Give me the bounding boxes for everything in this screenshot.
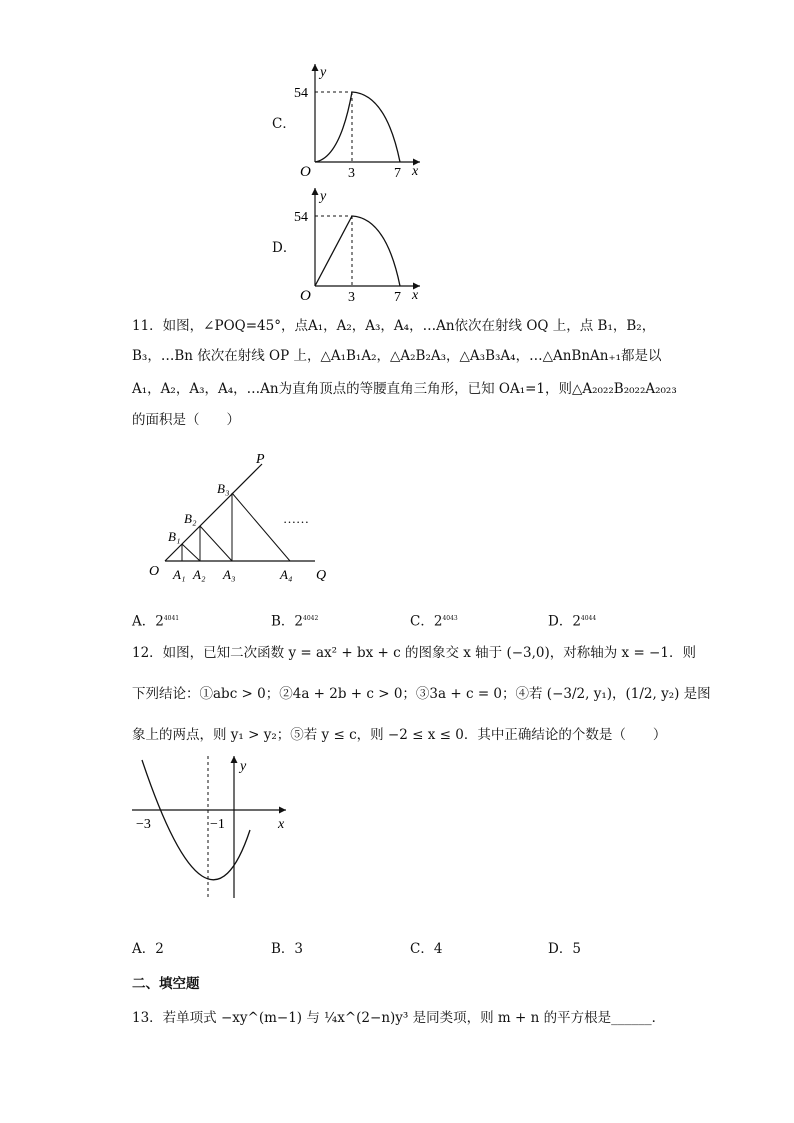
label-p: P — [256, 452, 265, 467]
curve-rise — [315, 92, 352, 162]
label-a2: A₂ — [193, 567, 206, 582]
q12-option-c — [410, 939, 442, 959]
q11-line2: B₃，…Bn 依次在射线 OP 上，△A₁B₁A₂，△A₂B₂A₃，△A₃B₃A₄，…△AnBnAn₊₁都是以 — [132, 348, 662, 364]
seg-b3a4 — [232, 493, 290, 561]
x-label: x — [278, 817, 285, 832]
option-label: D． — [548, 613, 573, 630]
ray-op — [165, 464, 262, 561]
option-d-graph — [290, 182, 430, 310]
line-rise — [315, 216, 352, 286]
q12-option-b — [271, 939, 303, 959]
option-c-label: C． — [272, 116, 296, 132]
label-q: Q — [316, 568, 327, 583]
y-label: y — [240, 759, 247, 774]
x1-label: 3 — [348, 290, 355, 305]
option-value: 2 — [155, 941, 164, 957]
q11-line4: 的面积是（ ） — [132, 412, 240, 428]
option-base: 2 — [433, 613, 443, 630]
section-title: 二、填空题 — [132, 976, 200, 992]
x2-label: 7 — [394, 166, 401, 181]
q12-line2: 下列结论：①abc > 0；②4a + 2b + c > 0；③3a + c = 0；④若 (−3/2, y₁)，(1/2, y₂) 是图 — [132, 686, 711, 702]
option-label: B． — [271, 941, 295, 957]
q12-line1: 12．如图，已知二次函数 y = ax² + bx + c 的图象交 x 轴于 (−3,0)，对称轴为 x = −1．则 — [132, 645, 696, 661]
q12-figure — [128, 752, 298, 902]
q11-option-d — [548, 609, 596, 632]
label-a3: A₃ — [223, 567, 236, 582]
option-label: C． — [410, 941, 434, 957]
origin-label: O — [300, 164, 311, 180]
option-exp: 4042 — [303, 615, 319, 622]
label-m1: −1 — [210, 817, 225, 832]
q11-option-a — [132, 609, 179, 632]
label-b1: B₁ — [168, 529, 181, 544]
option-exp: 4044 — [580, 615, 597, 622]
q11-line3: A₁，A₂，A₃，A₄，…An为直角顶点的等腰直角三角形，已知 OA₁=1，则△A₂₀₂₂B₂₀₂₂A₂₀₂₃ — [132, 381, 677, 397]
option-base: 2 — [294, 613, 304, 630]
label-b2: B₂ — [184, 511, 197, 526]
curve-fall — [352, 92, 400, 162]
x1-label: 3 — [348, 166, 355, 181]
x-label: x — [412, 288, 419, 303]
label-a4: A₄ — [280, 567, 293, 582]
origin-label: O — [300, 288, 311, 304]
option-exp: 4041 — [163, 615, 180, 622]
q11-option-b — [271, 609, 318, 632]
option-exp: 4043 — [442, 615, 458, 622]
option-label: C． — [410, 613, 434, 630]
q12-option-a — [132, 939, 164, 959]
q11-line1: 11．如图，∠POQ=45°，点A₁，A₂，A₃，A₄，…An依次在射线 OQ 上，点 B₁，B₂， — [132, 318, 656, 334]
label-dots: …… — [283, 511, 309, 526]
label-b3: B₃ — [217, 481, 230, 496]
label-o: O — [149, 564, 160, 579]
ymark-label: 54 — [294, 86, 308, 101]
option-base: 2 — [155, 613, 164, 630]
curve-fall — [352, 216, 400, 286]
y-label: y — [320, 65, 327, 80]
option-d-label: D． — [272, 240, 297, 256]
seg-b1a2 — [182, 544, 200, 561]
option-label: A． — [132, 613, 156, 630]
option-c-graph — [290, 58, 430, 186]
label-m3: −3 — [136, 817, 151, 832]
q13-text: 13．若单项式 −xy^(m−1) 与 ¼x^(2−n)y³ 是同类项，则 m + n 的平方根是______． — [132, 1010, 666, 1026]
x2-label: 7 — [394, 290, 401, 305]
option-value: 3 — [294, 941, 304, 957]
option-label: B． — [271, 613, 295, 630]
q12-line3: 象上的两点，则 y₁ > y₂；⑤若 y ≤ c，则 −2 ≤ x ≤ 0．其中正确结论的个数是（ ） — [132, 727, 667, 743]
seg-b2a3 — [200, 526, 232, 561]
option-base: 2 — [572, 613, 581, 630]
q11-figure — [140, 446, 340, 586]
label-a1: A₁ — [173, 567, 186, 582]
option-label: D． — [548, 941, 573, 957]
option-value: 5 — [572, 941, 581, 957]
option-label: A． — [132, 941, 156, 957]
q11-option-c — [410, 609, 458, 632]
option-value: 4 — [433, 941, 443, 957]
x-label: x — [412, 164, 419, 179]
ymark-label: 54 — [294, 210, 308, 225]
y-label: y — [320, 189, 327, 204]
q12-option-d — [548, 939, 581, 959]
